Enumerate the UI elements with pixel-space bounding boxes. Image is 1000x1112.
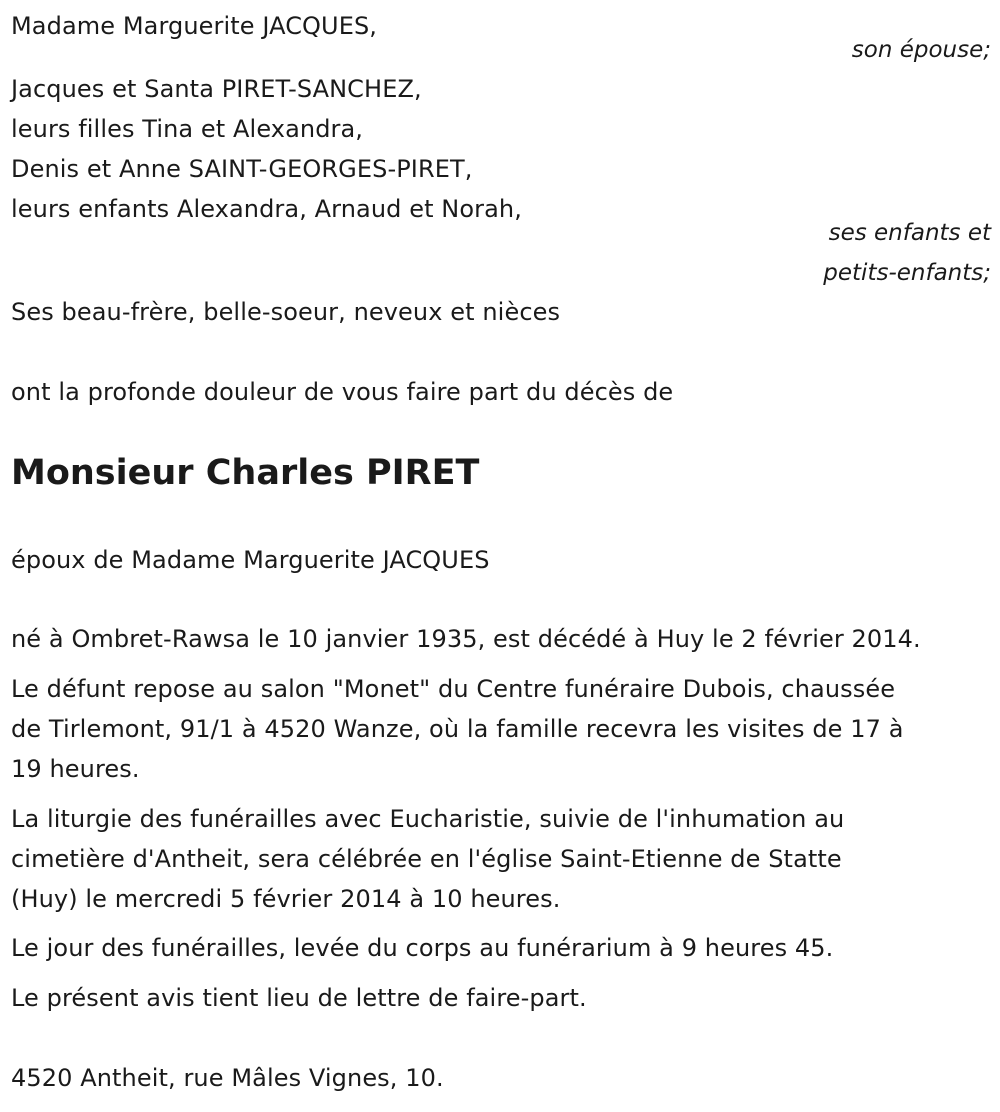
children-role: ses enfants et bbox=[828, 220, 991, 246]
liturgy-line: La liturgie des funérailles avec Eucharistie, suivie de l'inhumation au bbox=[11, 805, 845, 833]
announcement: ont la profonde douleur de vous faire part du décès de bbox=[11, 378, 674, 406]
repose-line: Le défunt repose au salon "Monet" du Centre funéraire Dubois, chaussée bbox=[11, 675, 896, 703]
deceased-name: Monsieur Charles PIRET bbox=[11, 453, 480, 493]
child-line: Jacques et Santa PIRET-SANCHEZ, bbox=[11, 75, 422, 103]
levee-line: Le jour des funérailles, levée du corps au funérarium à 9 heures 45. bbox=[11, 934, 834, 962]
spouse-of: époux de Madame Marguerite JACQUES bbox=[11, 546, 490, 574]
spouse-name: Madame Marguerite JACQUES, bbox=[11, 12, 378, 40]
birth-death: né à Ombret-Rawsa le 10 janvier 1935, est décédé à Huy le 2 février 2014. bbox=[11, 625, 921, 653]
spouse-role: son épouse; bbox=[851, 37, 991, 63]
grandchildren-role: petits-enfants; bbox=[823, 260, 991, 286]
notice-line: Le présent avis tient lieu de lettre de faire-part. bbox=[11, 984, 587, 1012]
child-line: Denis et Anne SAINT-GEORGES-PIRET, bbox=[11, 155, 473, 183]
relatives-line: Ses beau-frère, belle-soeur, neveux et nièces bbox=[11, 298, 561, 326]
child-line: leurs filles Tina et Alexandra, bbox=[11, 115, 364, 143]
repose-line: 19 heures. bbox=[11, 755, 140, 783]
liturgy-line: cimetière d'Antheit, sera célébrée en l'église Saint-Etienne de Statte bbox=[11, 845, 842, 873]
address: 4520 Antheit, rue Mâles Vignes, 10. bbox=[11, 1064, 444, 1092]
child-line: leurs enfants Alexandra, Arnaud et Norah, bbox=[11, 195, 522, 223]
repose-line: de Tirlemont, 91/1 à 4520 Wanze, où la famille recevra les visites de 17 à bbox=[11, 715, 904, 743]
liturgy-line: (Huy) le mercredi 5 février 2014 à 10 heures. bbox=[11, 885, 561, 913]
death-notice bbox=[11, 0, 991, 1112]
